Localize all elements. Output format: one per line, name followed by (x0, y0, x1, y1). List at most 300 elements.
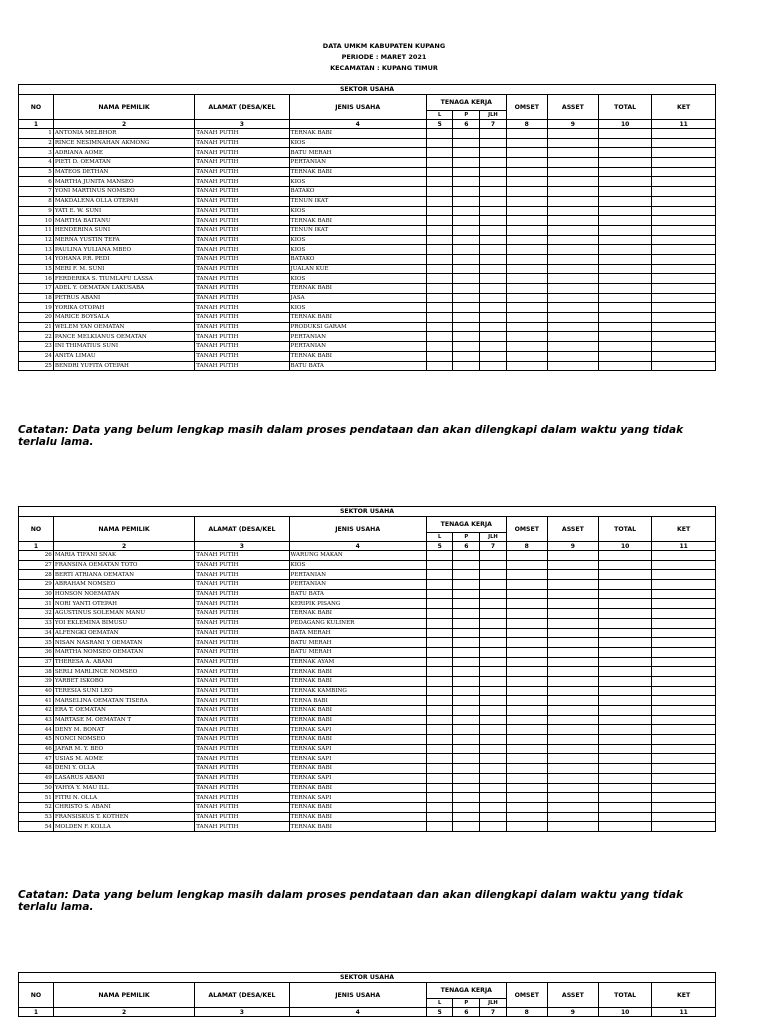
row-empty-cell (426, 225, 453, 235)
row-alamat: TANAH PUTIH (195, 657, 289, 667)
row-empty-cell (506, 177, 547, 187)
row-alamat: TANAH PUTIH (195, 667, 289, 677)
row-empty-cell (426, 361, 453, 371)
column-number: 4 (289, 1008, 426, 1017)
row-jenis-usaha: TERNAK BABI (289, 676, 426, 686)
row-empty-cell (426, 177, 453, 187)
table-row (19, 764, 716, 774)
row-empty-cell (506, 754, 547, 764)
row-empty-cell (480, 167, 507, 177)
row-alamat: TANAH PUTIH (195, 822, 289, 832)
column-number: 5 (426, 120, 453, 129)
row-empty-cell (547, 216, 598, 226)
column-number: 6 (453, 1008, 480, 1017)
row-jenis-usaha: TERNAK BABI (289, 783, 426, 793)
row-nama-pemilik: USIAS M. AOME (53, 754, 194, 764)
row-empty-cell (480, 148, 507, 158)
row-no: 43 (19, 715, 54, 725)
row-empty-cell (453, 293, 480, 303)
table-row (19, 225, 716, 235)
row-empty-cell (652, 332, 716, 342)
row-nama-pemilik: FITRI N. OLLA (53, 793, 194, 803)
row-alamat: TANAH PUTIH (195, 293, 289, 303)
row-jenis-usaha: TERNAK BABI (289, 822, 426, 832)
row-nama-pemilik: BENDRI YUFITA OTEPAH (53, 361, 194, 371)
row-empty-cell (598, 196, 651, 206)
row-empty-cell (547, 667, 598, 677)
row-alamat: TANAH PUTIH (195, 609, 289, 619)
row-empty-cell (652, 167, 716, 177)
row-empty-cell (506, 609, 547, 619)
row-empty-cell (480, 599, 507, 609)
table-row (19, 706, 716, 716)
header-ket: KET (652, 517, 716, 542)
row-jenis-usaha: TENUN IKAT (289, 196, 426, 206)
row-no: 9 (19, 206, 54, 216)
row-empty-cell (506, 783, 547, 793)
table-row (19, 783, 716, 793)
table-row (19, 322, 716, 332)
row-empty-cell (598, 812, 651, 822)
table-row (19, 196, 716, 206)
row-empty-cell (480, 129, 507, 139)
column-number: 7 (480, 1008, 507, 1017)
column-number: 9 (547, 1008, 598, 1017)
row-alamat: TANAH PUTIH (195, 351, 289, 361)
row-no: 37 (19, 657, 54, 667)
row-alamat: TANAH PUTIH (195, 725, 289, 735)
row-no: 44 (19, 725, 54, 735)
row-nama-pemilik: MAKDALENA OLLA OTEPAH (53, 196, 194, 206)
row-jenis-usaha: TERNAK KAMBING (289, 686, 426, 696)
column-number: 6 (453, 120, 480, 129)
row-alamat: TANAH PUTIH (195, 245, 289, 255)
row-no: 11 (19, 225, 54, 235)
row-empty-cell (506, 551, 547, 561)
row-empty-cell (506, 264, 547, 274)
row-empty-cell (652, 628, 716, 638)
row-nama-pemilik: MARIA TIFANI SNAK (53, 551, 194, 561)
row-empty-cell (426, 783, 453, 793)
row-empty-cell (598, 216, 651, 226)
row-empty-cell (652, 225, 716, 235)
row-alamat: TANAH PUTIH (195, 264, 289, 274)
row-empty-cell (480, 313, 507, 323)
row-jenis-usaha: TERNAK SAPI (289, 725, 426, 735)
row-empty-cell (598, 245, 651, 255)
row-empty-cell (453, 560, 480, 570)
row-empty-cell (453, 322, 480, 332)
row-alamat: TANAH PUTIH (195, 129, 289, 139)
row-empty-cell (598, 264, 651, 274)
table-row (19, 274, 716, 284)
row-empty-cell (598, 580, 651, 590)
row-empty-cell (480, 264, 507, 274)
header-tenaga-kerja: TENAGA KERJA (426, 95, 506, 111)
row-empty-cell (426, 293, 453, 303)
table-row (19, 676, 716, 686)
row-empty-cell (506, 206, 547, 216)
catatan-note: Catatan: Data yang belum lengkap masih dalam proses pendataan dan akan dilengkapi dalam waktu yang tidak terlalu lama. (18, 424, 684, 448)
row-empty-cell (652, 812, 716, 822)
header-title: DATA UMKM KABUPATEN KUPANG (322, 42, 446, 50)
row-no: 40 (19, 686, 54, 696)
row-alamat: TANAH PUTIH (195, 783, 289, 793)
table-row (19, 754, 716, 764)
row-empty-cell (598, 284, 651, 294)
row-empty-cell (506, 822, 547, 832)
row-empty-cell (426, 580, 453, 590)
row-empty-cell (480, 293, 507, 303)
row-no: 6 (19, 177, 54, 187)
row-empty-cell (652, 129, 716, 139)
row-empty-cell (480, 793, 507, 803)
row-empty-cell (598, 657, 651, 667)
row-empty-cell (598, 609, 651, 619)
row-empty-cell (506, 322, 547, 332)
row-empty-cell (426, 284, 453, 294)
column-number: 6 (453, 542, 480, 551)
row-empty-cell (426, 206, 453, 216)
header-l: L (426, 111, 453, 120)
header-nama-pemilik: NAMA PEMILIK (53, 983, 194, 1008)
row-nama-pemilik: MERNA YUSTIN TEFA (53, 235, 194, 245)
table-row (19, 686, 716, 696)
row-empty-cell (652, 264, 716, 274)
row-empty-cell (598, 254, 651, 264)
column-number: 8 (506, 542, 547, 551)
row-empty-cell (453, 686, 480, 696)
row-no: 16 (19, 274, 54, 284)
header-sektor-usaha: SEKTOR USAHA (19, 85, 716, 95)
table-row (19, 735, 716, 745)
row-alamat: TANAH PUTIH (195, 342, 289, 352)
row-no: 38 (19, 667, 54, 677)
row-empty-cell (480, 657, 507, 667)
row-empty-cell (480, 196, 507, 206)
table-row (19, 206, 716, 216)
row-empty-cell (598, 686, 651, 696)
row-empty-cell (453, 177, 480, 187)
row-empty-cell (480, 560, 507, 570)
table-row (19, 167, 716, 177)
row-no: 32 (19, 609, 54, 619)
row-no: 25 (19, 361, 54, 371)
row-empty-cell (453, 284, 480, 294)
row-empty-cell (506, 667, 547, 677)
umkm-table (18, 84, 716, 371)
row-nama-pemilik: NISAN NASRANI Y OEMATAN (53, 638, 194, 648)
row-jenis-usaha: WARUNG MAKAN (289, 551, 426, 561)
row-empty-cell (506, 589, 547, 599)
row-empty-cell (547, 725, 598, 735)
table-row (19, 647, 716, 657)
row-empty-cell (480, 551, 507, 561)
row-empty-cell (598, 361, 651, 371)
header-alamat: ALAMAT (DESA/KEL (195, 95, 289, 120)
row-empty-cell (453, 551, 480, 561)
row-alamat: TANAH PUTIH (195, 225, 289, 235)
header-district: KECAMATAN : KUPANG TIMUR (330, 64, 438, 72)
column-number: 7 (480, 542, 507, 551)
row-empty-cell (652, 725, 716, 735)
table-row (19, 293, 716, 303)
row-empty-cell (426, 351, 453, 361)
row-no: 1 (19, 129, 54, 139)
row-empty-cell (506, 764, 547, 774)
row-empty-cell (480, 715, 507, 725)
row-empty-cell (652, 589, 716, 599)
row-jenis-usaha: PEDAGANG KULINER (289, 618, 426, 628)
row-empty-cell (480, 764, 507, 774)
table-row (19, 560, 716, 570)
row-empty-cell (547, 560, 598, 570)
row-empty-cell (506, 686, 547, 696)
row-empty-cell (480, 361, 507, 371)
header-total: TOTAL (598, 983, 651, 1008)
row-empty-cell (506, 706, 547, 716)
row-empty-cell (598, 158, 651, 168)
row-empty-cell (480, 235, 507, 245)
row-empty-cell (480, 725, 507, 735)
row-empty-cell (506, 599, 547, 609)
table-row (19, 618, 716, 628)
row-empty-cell (547, 628, 598, 638)
row-empty-cell (598, 647, 651, 657)
row-alamat: TANAH PUTIH (195, 254, 289, 264)
row-empty-cell (480, 676, 507, 686)
header-omset: OMSET (506, 95, 547, 120)
row-empty-cell (547, 245, 598, 255)
row-empty-cell (453, 245, 480, 255)
table-row (19, 158, 716, 168)
table-row (19, 254, 716, 264)
row-empty-cell (652, 822, 716, 832)
row-empty-cell (480, 225, 507, 235)
row-empty-cell (652, 696, 716, 706)
row-alamat: TANAH PUTIH (195, 303, 289, 313)
row-empty-cell (547, 735, 598, 745)
row-empty-cell (652, 618, 716, 628)
row-empty-cell (480, 206, 507, 216)
row-empty-cell (480, 609, 507, 619)
row-empty-cell (506, 216, 547, 226)
row-nama-pemilik: ABRAHAM NOMSEO (53, 580, 194, 590)
row-empty-cell (547, 599, 598, 609)
row-empty-cell (426, 129, 453, 139)
row-empty-cell (426, 609, 453, 619)
umkm-table (18, 506, 716, 832)
row-empty-cell (453, 725, 480, 735)
row-empty-cell (453, 706, 480, 716)
row-empty-cell (598, 667, 651, 677)
table-row (19, 667, 716, 677)
row-empty-cell (426, 264, 453, 274)
row-jenis-usaha: BATU MERAH (289, 638, 426, 648)
row-alamat: TANAH PUTIH (195, 793, 289, 803)
row-empty-cell (547, 148, 598, 158)
row-nama-pemilik: FERDERIKA S. TIUMLAFU LASSA (53, 274, 194, 284)
row-empty-cell (453, 167, 480, 177)
row-no: 41 (19, 696, 54, 706)
row-empty-cell (506, 744, 547, 754)
row-empty-cell (547, 802, 598, 812)
row-no: 47 (19, 754, 54, 764)
header-no: NO (19, 983, 54, 1008)
row-empty-cell (598, 618, 651, 628)
row-empty-cell (506, 676, 547, 686)
row-empty-cell (652, 647, 716, 657)
row-empty-cell (652, 802, 716, 812)
row-alamat: TANAH PUTIH (195, 158, 289, 168)
row-empty-cell (506, 773, 547, 783)
row-jenis-usaha: BATAKO (289, 187, 426, 197)
header-l: L (426, 533, 453, 542)
row-empty-cell (453, 570, 480, 580)
row-empty-cell (598, 129, 651, 139)
row-empty-cell (652, 158, 716, 168)
table-row (19, 715, 716, 725)
row-empty-cell (506, 647, 547, 657)
row-empty-cell (506, 187, 547, 197)
column-number: 5 (426, 542, 453, 551)
row-empty-cell (598, 177, 651, 187)
header-p: P (453, 999, 480, 1008)
row-jenis-usaha: TERNAK BABI (289, 706, 426, 716)
row-empty-cell (453, 822, 480, 832)
table-row (19, 313, 716, 323)
row-empty-cell (480, 802, 507, 812)
row-empty-cell (426, 235, 453, 245)
row-jenis-usaha: BATU MERAH (289, 647, 426, 657)
row-empty-cell (453, 225, 480, 235)
row-no: 34 (19, 628, 54, 638)
row-empty-cell (547, 783, 598, 793)
row-empty-cell (426, 822, 453, 832)
column-number: 4 (289, 542, 426, 551)
row-empty-cell (506, 148, 547, 158)
row-empty-cell (480, 686, 507, 696)
row-alamat: TANAH PUTIH (195, 284, 289, 294)
column-number: 7 (480, 120, 507, 129)
row-jenis-usaha: TERNAK AYAM (289, 657, 426, 667)
row-empty-cell (598, 783, 651, 793)
header-nama-pemilik: NAMA PEMILIK (53, 517, 194, 542)
header-nama-pemilik: NAMA PEMILIK (53, 95, 194, 120)
row-empty-cell (480, 628, 507, 638)
row-nama-pemilik: MERI F. M. SUNI (53, 264, 194, 274)
row-alamat: TANAH PUTIH (195, 686, 289, 696)
row-empty-cell (652, 764, 716, 774)
row-alamat: TANAH PUTIH (195, 589, 289, 599)
header-jlh: JLH (480, 533, 507, 542)
row-nama-pemilik: THERESA A. ABANI (53, 657, 194, 667)
row-empty-cell (547, 822, 598, 832)
row-jenis-usaha: TERNAK BABI (289, 609, 426, 619)
row-empty-cell (426, 138, 453, 148)
row-jenis-usaha: JUALAN KUE (289, 264, 426, 274)
row-no: 53 (19, 812, 54, 822)
row-empty-cell (453, 802, 480, 812)
row-empty-cell (426, 342, 453, 352)
row-empty-cell (547, 129, 598, 139)
row-no: 14 (19, 254, 54, 264)
column-number: 1 (19, 542, 54, 551)
row-empty-cell (506, 638, 547, 648)
table-row (19, 609, 716, 619)
row-alamat: TANAH PUTIH (195, 313, 289, 323)
row-empty-cell (547, 609, 598, 619)
row-empty-cell (480, 254, 507, 264)
catatan-note: Catatan: Data yang belum lengkap masih dalam proses pendataan dan akan dilengkapi dalam waktu yang tidak terlalu lama. (18, 889, 684, 913)
row-empty-cell (506, 138, 547, 148)
row-empty-cell (598, 293, 651, 303)
table-row (19, 773, 716, 783)
row-jenis-usaha: PERTANIAN (289, 570, 426, 580)
row-empty-cell (547, 715, 598, 725)
row-empty-cell (598, 706, 651, 716)
row-nama-pemilik: DENY M. BONAT (53, 725, 194, 735)
table-row (19, 187, 716, 197)
row-empty-cell (506, 196, 547, 206)
row-nama-pemilik: ADRIANA AOME (53, 148, 194, 158)
header-jenis-usaha: JENIS USAHA (289, 983, 426, 1008)
row-jenis-usaha: TERNAK SAPI (289, 754, 426, 764)
table-row (19, 351, 716, 361)
row-empty-cell (453, 657, 480, 667)
row-empty-cell (652, 551, 716, 561)
row-alamat: TANAH PUTIH (195, 560, 289, 570)
row-alamat: TANAH PUTIH (195, 802, 289, 812)
row-empty-cell (547, 322, 598, 332)
row-nama-pemilik: ERA T. OEMATAN (53, 706, 194, 716)
column-number: 10 (598, 1008, 651, 1017)
row-no: 20 (19, 313, 54, 323)
table-row (19, 657, 716, 667)
row-empty-cell (547, 764, 598, 774)
row-empty-cell (426, 676, 453, 686)
row-empty-cell (480, 822, 507, 832)
header-ket: KET (652, 983, 716, 1008)
row-jenis-usaha: PERTANIAN (289, 342, 426, 352)
row-empty-cell (426, 313, 453, 323)
row-jenis-usaha: TERNAK SAPI (289, 773, 426, 783)
row-jenis-usaha: TERNAK BABI (289, 284, 426, 294)
row-empty-cell (652, 284, 716, 294)
row-empty-cell (547, 580, 598, 590)
row-empty-cell (547, 235, 598, 245)
row-empty-cell (506, 735, 547, 745)
row-nama-pemilik: SERLI MARLINCE NOMSEO (53, 667, 194, 677)
table-row (19, 638, 716, 648)
row-empty-cell (652, 599, 716, 609)
table-row (19, 551, 716, 561)
row-jenis-usaha: KIOS (289, 206, 426, 216)
row-empty-cell (547, 158, 598, 168)
row-empty-cell (652, 196, 716, 206)
row-jenis-usaha: TERNAK BABI (289, 313, 426, 323)
row-empty-cell (506, 245, 547, 255)
row-alamat: TANAH PUTIH (195, 148, 289, 158)
row-jenis-usaha: TERNAK BABI (289, 351, 426, 361)
row-empty-cell (598, 138, 651, 148)
row-alamat: TANAH PUTIH (195, 599, 289, 609)
row-empty-cell (480, 647, 507, 657)
row-nama-pemilik: ADEL Y. OEMATAN LAKUSABA (53, 284, 194, 294)
row-empty-cell (506, 657, 547, 667)
row-empty-cell (547, 618, 598, 628)
row-empty-cell (480, 744, 507, 754)
